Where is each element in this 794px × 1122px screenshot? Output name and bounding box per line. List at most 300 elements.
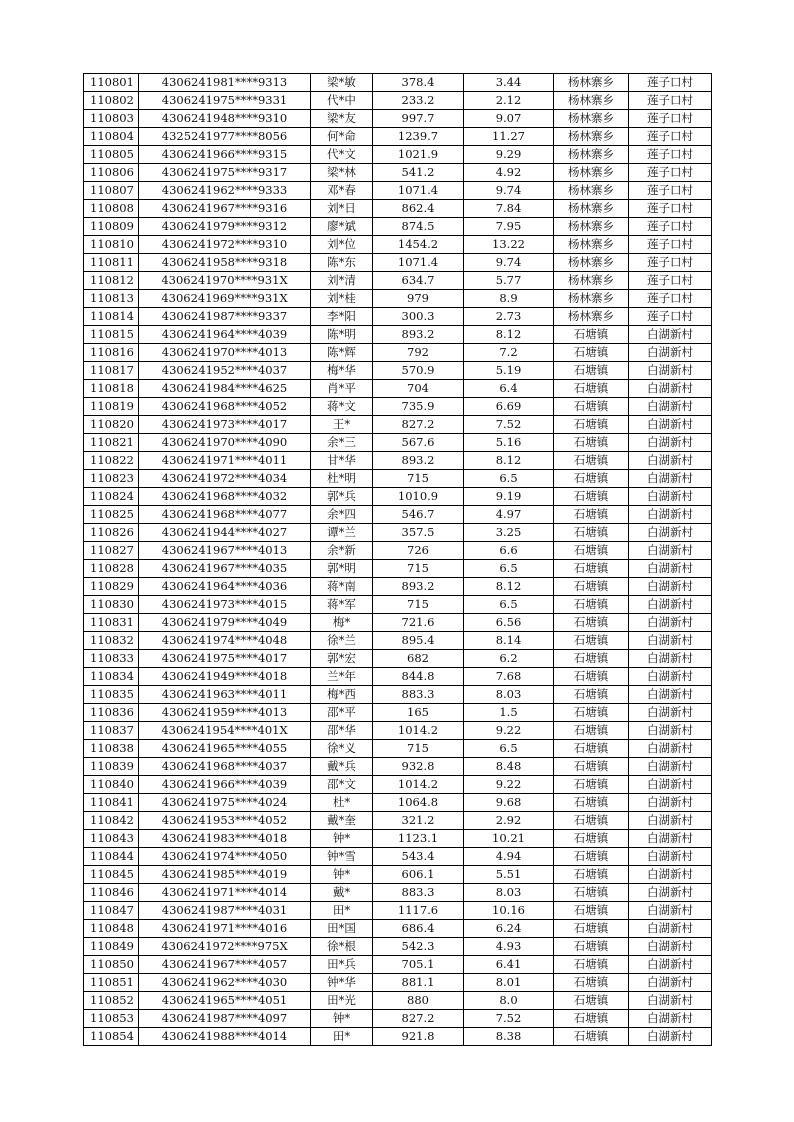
name-cell: 钟* [311,830,373,848]
id-number-cell: 4306241970****931X [139,272,311,290]
name-cell: 梅*西 [311,686,373,704]
village-cell: 白湖新村 [629,1010,712,1028]
village-cell: 莲子口村 [629,128,712,146]
name-cell: 邓*春 [311,182,373,200]
table-row [84,614,712,632]
amount-cell: 165 [373,704,464,722]
name-cell: 代*文 [311,146,373,164]
table-row [84,938,712,956]
row-number-cell: 110842 [84,812,139,830]
village-cell: 莲子口村 [629,74,712,92]
amount-cell: 715 [373,470,464,488]
township-cell: 石塘镇 [554,866,629,884]
village-cell: 白湖新村 [629,866,712,884]
row-number-cell: 110809 [84,218,139,236]
village-cell: 白湖新村 [629,542,712,560]
amount-cell: 1454.2 [373,236,464,254]
id-number-cell: 4325241977****8056 [139,128,311,146]
township-cell: 石塘镇 [554,326,629,344]
amount-cell: 997.7 [373,110,464,128]
id-number-cell: 4306241965****4051 [139,992,311,1010]
value-cell: 6.4 [464,380,554,398]
township-cell: 石塘镇 [554,794,629,812]
value-cell: 13.22 [464,236,554,254]
township-cell: 石塘镇 [554,398,629,416]
amount-cell: 1014.2 [373,776,464,794]
village-cell: 白湖新村 [629,380,712,398]
amount-cell: 874.5 [373,218,464,236]
row-number-cell: 110833 [84,650,139,668]
name-cell: 梁*友 [311,110,373,128]
township-cell: 石塘镇 [554,956,629,974]
row-number-cell: 110815 [84,326,139,344]
township-cell: 石塘镇 [554,560,629,578]
value-cell: 6.5 [464,560,554,578]
township-cell: 石塘镇 [554,380,629,398]
id-number-cell: 4306241971****4011 [139,452,311,470]
id-number-cell: 4306241987****4031 [139,902,311,920]
row-number-cell: 110826 [84,524,139,542]
value-cell: 4.94 [464,848,554,866]
row-number-cell: 110850 [84,956,139,974]
name-cell: 郭*宏 [311,650,373,668]
value-cell: 9.22 [464,722,554,740]
amount-cell: 686.4 [373,920,464,938]
id-number-cell: 4306241981****9313 [139,74,311,92]
id-number-cell: 4306241972****4034 [139,470,311,488]
name-cell: 郭*兵 [311,488,373,506]
value-cell: 6.2 [464,650,554,668]
value-cell: 9.29 [464,146,554,164]
row-number-cell: 110834 [84,668,139,686]
township-cell: 石塘镇 [554,776,629,794]
village-cell: 白湖新村 [629,686,712,704]
row-number-cell: 110808 [84,200,139,218]
id-number-cell: 4306241968****4052 [139,398,311,416]
row-number-cell: 110819 [84,398,139,416]
township-cell: 石塘镇 [554,668,629,686]
row-number-cell: 110810 [84,236,139,254]
amount-cell: 1071.4 [373,254,464,272]
village-cell: 白湖新村 [629,578,712,596]
township-cell: 杨林寨乡 [554,308,629,326]
village-cell: 白湖新村 [629,668,712,686]
amount-cell: 979 [373,290,464,308]
row-number-cell: 110852 [84,992,139,1010]
row-number-cell: 110825 [84,506,139,524]
row-number-cell: 110853 [84,1010,139,1028]
amount-cell: 543.4 [373,848,464,866]
id-number-cell: 4306241958****9318 [139,254,311,272]
id-number-cell: 4306241964****4039 [139,326,311,344]
name-cell: 田*国 [311,920,373,938]
amount-cell: 1117.6 [373,902,464,920]
amount-cell: 1021.9 [373,146,464,164]
table-row [84,254,712,272]
table-row [84,218,712,236]
township-cell: 石塘镇 [554,542,629,560]
amount-cell: 1123.1 [373,830,464,848]
name-cell: 蒋*南 [311,578,373,596]
village-cell: 白湖新村 [629,470,712,488]
village-cell: 白湖新村 [629,434,712,452]
amount-cell: 721.6 [373,614,464,632]
row-number-cell: 110805 [84,146,139,164]
amount-cell: 932.8 [373,758,464,776]
village-cell: 莲子口村 [629,110,712,128]
amount-cell: 541.2 [373,164,464,182]
row-number-cell: 110836 [84,704,139,722]
value-cell: 11.27 [464,128,554,146]
id-number-cell: 4306241985****4019 [139,866,311,884]
id-number-cell: 4306241971****4014 [139,884,311,902]
value-cell: 9.22 [464,776,554,794]
name-cell: 戴* [311,884,373,902]
value-cell: 8.01 [464,974,554,992]
value-cell: 7.2 [464,344,554,362]
id-number-cell: 4306241972****975X [139,938,311,956]
name-cell: 梁*敏 [311,74,373,92]
table-row [84,92,712,110]
name-cell: 刘*桂 [311,290,373,308]
id-number-cell: 4306241988****4014 [139,1028,311,1046]
name-cell: 钟*华 [311,974,373,992]
township-cell: 杨林寨乡 [554,128,629,146]
value-cell: 3.44 [464,74,554,92]
value-cell: 8.03 [464,884,554,902]
village-cell: 莲子口村 [629,290,712,308]
village-cell: 莲子口村 [629,182,712,200]
row-number-cell: 110821 [84,434,139,452]
value-cell: 8.12 [464,326,554,344]
table-row [84,236,712,254]
village-cell: 白湖新村 [629,830,712,848]
table-row [84,416,712,434]
table-row [84,290,712,308]
table-row [84,974,712,992]
row-number-cell: 110816 [84,344,139,362]
village-cell: 白湖新村 [629,848,712,866]
value-cell: 6.5 [464,596,554,614]
amount-cell: 705.1 [373,956,464,974]
id-number-cell: 4306241979****9312 [139,218,311,236]
name-cell: 兰*年 [311,668,373,686]
table-row [84,380,712,398]
table-row [84,632,712,650]
value-cell: 8.9 [464,290,554,308]
table-row [84,398,712,416]
row-number-cell: 110840 [84,776,139,794]
row-number-cell: 110847 [84,902,139,920]
amount-cell: 300.3 [373,308,464,326]
township-cell: 杨林寨乡 [554,236,629,254]
amount-cell: 921.8 [373,1028,464,1046]
village-cell: 莲子口村 [629,92,712,110]
value-cell: 2.73 [464,308,554,326]
row-number-cell: 110802 [84,92,139,110]
table-row [84,740,712,758]
township-cell: 石塘镇 [554,596,629,614]
name-cell: 徐*根 [311,938,373,956]
row-number-cell: 110804 [84,128,139,146]
township-cell: 石塘镇 [554,452,629,470]
name-cell: 邵*华 [311,722,373,740]
id-number-cell: 4306241944****4027 [139,524,311,542]
name-cell: 戴*兵 [311,758,373,776]
village-cell: 白湖新村 [629,650,712,668]
value-cell: 6.69 [464,398,554,416]
table-row [84,758,712,776]
row-number-cell: 110843 [84,830,139,848]
amount-cell: 1014.2 [373,722,464,740]
name-cell: 钟*雪 [311,848,373,866]
name-cell: 邵*文 [311,776,373,794]
township-cell: 石塘镇 [554,524,629,542]
id-number-cell: 4306241966****9315 [139,146,311,164]
table-row [84,164,712,182]
township-cell: 石塘镇 [554,920,629,938]
name-cell: 田* [311,902,373,920]
amount-cell: 881.1 [373,974,464,992]
township-cell: 石塘镇 [554,650,629,668]
id-number-cell: 4306241970****4090 [139,434,311,452]
row-number-cell: 110844 [84,848,139,866]
table-row [84,524,712,542]
table-row [84,920,712,938]
value-cell: 4.93 [464,938,554,956]
table-row [84,578,712,596]
value-cell: 9.74 [464,254,554,272]
id-number-cell: 4306241966****4039 [139,776,311,794]
village-cell: 白湖新村 [629,704,712,722]
name-cell: 邵*平 [311,704,373,722]
village-cell: 白湖新村 [629,956,712,974]
table-row [84,902,712,920]
table-row [84,470,712,488]
table-row [84,650,712,668]
table-row [84,596,712,614]
village-cell: 白湖新村 [629,920,712,938]
row-number-cell: 110854 [84,1028,139,1046]
township-cell: 石塘镇 [554,416,629,434]
value-cell: 9.07 [464,110,554,128]
township-cell: 杨林寨乡 [554,74,629,92]
township-cell: 石塘镇 [554,740,629,758]
id-number-cell: 4306241975****9317 [139,164,311,182]
name-cell: 刘*日 [311,200,373,218]
village-cell: 白湖新村 [629,776,712,794]
name-cell: 徐*义 [311,740,373,758]
table-row [84,326,712,344]
value-cell: 8.14 [464,632,554,650]
name-cell: 余*三 [311,434,373,452]
name-cell: 陈*东 [311,254,373,272]
row-number-cell: 110848 [84,920,139,938]
value-cell: 9.68 [464,794,554,812]
value-cell: 8.03 [464,686,554,704]
row-number-cell: 110824 [84,488,139,506]
row-number-cell: 110839 [84,758,139,776]
village-cell: 白湖新村 [629,506,712,524]
id-number-cell: 4306241948****9310 [139,110,311,128]
township-cell: 石塘镇 [554,704,629,722]
name-cell: 梁*林 [311,164,373,182]
table-row [84,992,712,1010]
value-cell: 8.0 [464,992,554,1010]
value-cell: 5.51 [464,866,554,884]
amount-cell: 1239.7 [373,128,464,146]
row-number-cell: 110829 [84,578,139,596]
name-cell: 刘*清 [311,272,373,290]
name-cell: 何*命 [311,128,373,146]
village-cell: 白湖新村 [629,614,712,632]
id-number-cell: 4306241965****4055 [139,740,311,758]
value-cell: 8.12 [464,452,554,470]
id-number-cell: 4306241975****4017 [139,650,311,668]
value-cell: 7.84 [464,200,554,218]
id-number-cell: 4306241962****4030 [139,974,311,992]
amount-cell: 321.2 [373,812,464,830]
township-cell: 杨林寨乡 [554,254,629,272]
village-cell: 白湖新村 [629,1028,712,1046]
value-cell: 8.12 [464,578,554,596]
row-number-cell: 110812 [84,272,139,290]
id-number-cell: 4306241969****931X [139,290,311,308]
value-cell: 10.16 [464,902,554,920]
amount-cell: 715 [373,596,464,614]
name-cell: 李*阳 [311,308,373,326]
village-cell: 莲子口村 [629,236,712,254]
id-number-cell: 4306241973****4017 [139,416,311,434]
village-cell: 白湖新村 [629,596,712,614]
amount-cell: 827.2 [373,1010,464,1028]
township-cell: 石塘镇 [554,488,629,506]
row-number-cell: 110835 [84,686,139,704]
amount-cell: 895.4 [373,632,464,650]
value-cell: 8.48 [464,758,554,776]
data-table [83,73,712,1046]
table-row [84,776,712,794]
name-cell: 杜* [311,794,373,812]
village-cell: 白湖新村 [629,974,712,992]
row-number-cell: 110823 [84,470,139,488]
row-number-cell: 110811 [84,254,139,272]
amount-cell: 715 [373,740,464,758]
amount-cell: 726 [373,542,464,560]
table-row [84,1028,712,1046]
township-cell: 石塘镇 [554,344,629,362]
name-cell: 甘*华 [311,452,373,470]
village-cell: 白湖新村 [629,560,712,578]
amount-cell: 634.7 [373,272,464,290]
amount-cell: 542.3 [373,938,464,956]
village-cell: 白湖新村 [629,398,712,416]
name-cell: 钟* [311,1010,373,1028]
table-row [84,182,712,200]
id-number-cell: 4306241974****4050 [139,848,311,866]
amount-cell: 883.3 [373,686,464,704]
name-cell: 杜*明 [311,470,373,488]
row-number-cell: 110828 [84,560,139,578]
village-cell: 白湖新村 [629,362,712,380]
table-row [84,686,712,704]
amount-cell: 1071.4 [373,182,464,200]
table-row [84,362,712,380]
name-cell: 郭*明 [311,560,373,578]
amount-cell: 357.5 [373,524,464,542]
id-number-cell: 4306241975****9331 [139,92,311,110]
township-cell: 石塘镇 [554,362,629,380]
value-cell: 7.52 [464,416,554,434]
township-cell: 杨林寨乡 [554,218,629,236]
village-cell: 白湖新村 [629,902,712,920]
amount-cell: 378.4 [373,74,464,92]
amount-cell: 682 [373,650,464,668]
amount-cell: 546.7 [373,506,464,524]
row-number-cell: 110851 [84,974,139,992]
township-cell: 石塘镇 [554,578,629,596]
township-cell: 石塘镇 [554,686,629,704]
row-number-cell: 110822 [84,452,139,470]
value-cell: 6.6 [464,542,554,560]
township-cell: 石塘镇 [554,722,629,740]
id-number-cell: 4306241984****4625 [139,380,311,398]
amount-cell: 704 [373,380,464,398]
table-row [84,110,712,128]
value-cell: 4.97 [464,506,554,524]
row-number-cell: 110849 [84,938,139,956]
value-cell: 6.5 [464,470,554,488]
name-cell: 陈*辉 [311,344,373,362]
value-cell: 5.77 [464,272,554,290]
table-row [84,506,712,524]
id-number-cell: 4306241967****4013 [139,542,311,560]
table-row [84,488,712,506]
township-cell: 石塘镇 [554,434,629,452]
value-cell: 2.12 [464,92,554,110]
table-row [84,542,712,560]
id-number-cell: 4306241952****4037 [139,362,311,380]
village-cell: 莲子口村 [629,146,712,164]
township-cell: 石塘镇 [554,470,629,488]
amount-cell: 893.2 [373,452,464,470]
id-number-cell: 4306241964****4036 [139,578,311,596]
amount-cell: 735.9 [373,398,464,416]
township-cell: 石塘镇 [554,830,629,848]
table-row [84,704,712,722]
village-cell: 白湖新村 [629,884,712,902]
amount-cell: 1010.9 [373,488,464,506]
id-number-cell: 4306241987****9337 [139,308,311,326]
table-row [84,560,712,578]
township-cell: 杨林寨乡 [554,200,629,218]
id-number-cell: 4306241983****4018 [139,830,311,848]
row-number-cell: 110813 [84,290,139,308]
name-cell: 陈*明 [311,326,373,344]
village-cell: 白湖新村 [629,758,712,776]
name-cell: 田*兵 [311,956,373,974]
id-number-cell: 4306241962****9333 [139,182,311,200]
amount-cell: 233.2 [373,92,464,110]
row-number-cell: 110846 [84,884,139,902]
township-cell: 石塘镇 [554,632,629,650]
village-cell: 莲子口村 [629,164,712,182]
id-number-cell: 4306241967****9316 [139,200,311,218]
amount-cell: 883.3 [373,884,464,902]
township-cell: 石塘镇 [554,614,629,632]
name-cell: 谭*兰 [311,524,373,542]
table-row [84,884,712,902]
